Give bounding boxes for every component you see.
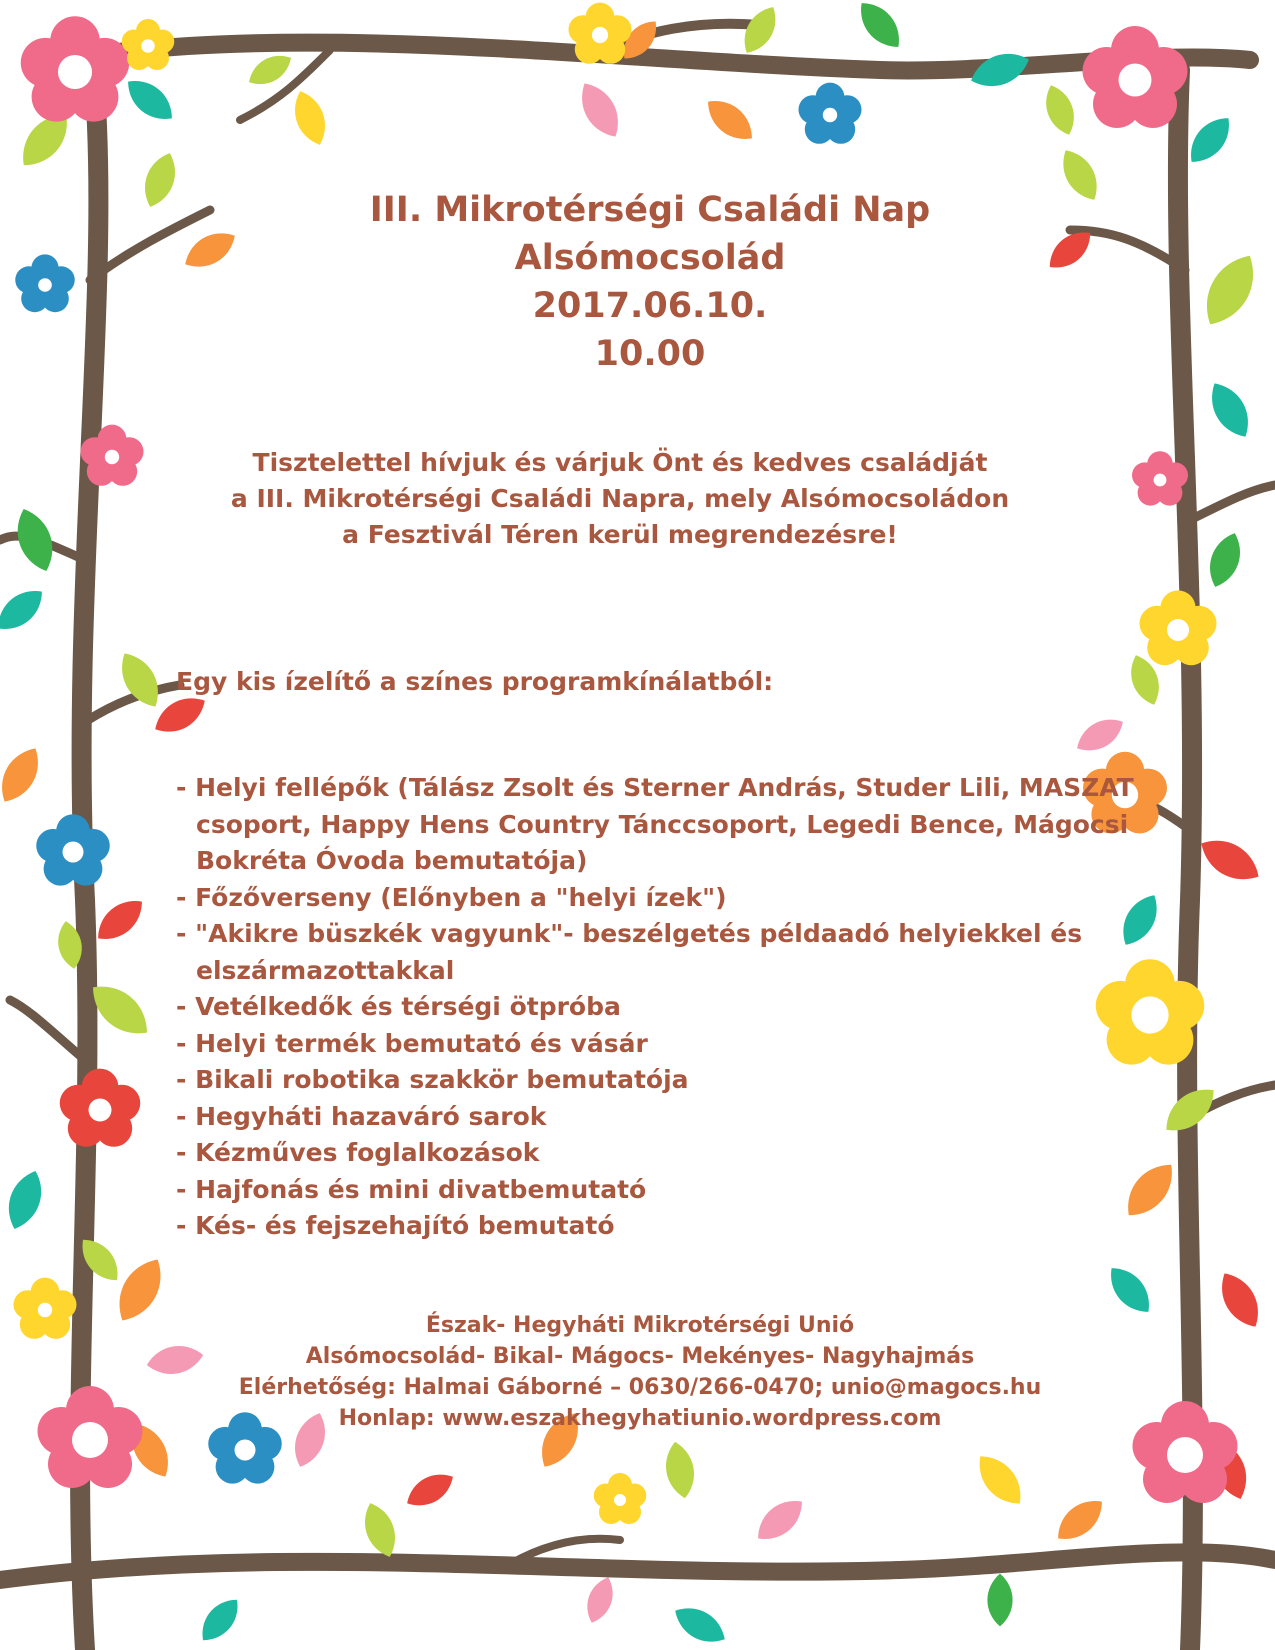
program-list: [176, 770, 1156, 1245]
program-item: - Helyi fellépők (Tálász Zsolt és Sterner András, Studer Lili, MASZAT csoport, Happy Hens Country Tánccsoport, Legedi Bence, Mágocsi Bokréta Óvoda bemutatója): [176, 773, 1134, 875]
invitation-text: [170, 445, 1070, 553]
organizer-name: Észak- Hegyháti Mikrotérségi Unió: [425, 1313, 855, 1338]
program-item: - Kés- és fejszehajító bemutató: [176, 1211, 615, 1240]
event-title: III. Mikrotérségi Családi Nap: [369, 190, 931, 230]
event-date: 2017.06.10.: [532, 286, 768, 326]
contact-info: Elérhetőség: Halmai Gáborné – 0630/266-0470; unio@magocs.hu: [238, 1375, 1042, 1400]
program-item: - Vetélkedők és térségi ötpróba: [176, 992, 621, 1021]
program-item: - Helyi termék bemutató és vásár: [176, 1028, 648, 1058]
website-info: Honlap: www.eszakhegyhatiunio.wordpress.com: [338, 1406, 942, 1431]
program-item: - Főzőverseny (Előnyben a "helyi ízek"): [176, 882, 727, 912]
program-item: - Kézműves foglalkozások: [176, 1138, 540, 1167]
event-time: 10.00: [594, 334, 706, 374]
invitation-line: a III. Mikrotérségi Családi Napra, mely Alsómocsoládon: [230, 484, 1010, 513]
program-item: - Hegyháti hazaváró sarok: [176, 1101, 547, 1131]
organizer-footer: [180, 1310, 1100, 1434]
programs-intro: Egy kis ízelítő a színes programkínálatból:: [176, 667, 774, 696]
program-item: - Bikali robotika szakkör bemutatója: [176, 1065, 689, 1094]
member-villages: Alsómocsolád- Bikal- Mágocs- Mekényes- Nagyhajmás: [305, 1344, 975, 1369]
program-item: - Hajfonás és mini divatbemutató: [176, 1174, 647, 1204]
invitation-line: Tisztelettel hívjuk és várjuk Önt és kedves családját: [252, 448, 988, 477]
event-location: Alsómocsolád: [514, 238, 786, 278]
invitation-line: a Fesztivál Téren kerül megrendezésre!: [342, 520, 898, 549]
event-header: [300, 186, 1000, 378]
program-item: - "Akikre büszkék vagyunk"- beszélgetés példaadó helyiekkel és elszármazottakkal: [176, 919, 1083, 985]
